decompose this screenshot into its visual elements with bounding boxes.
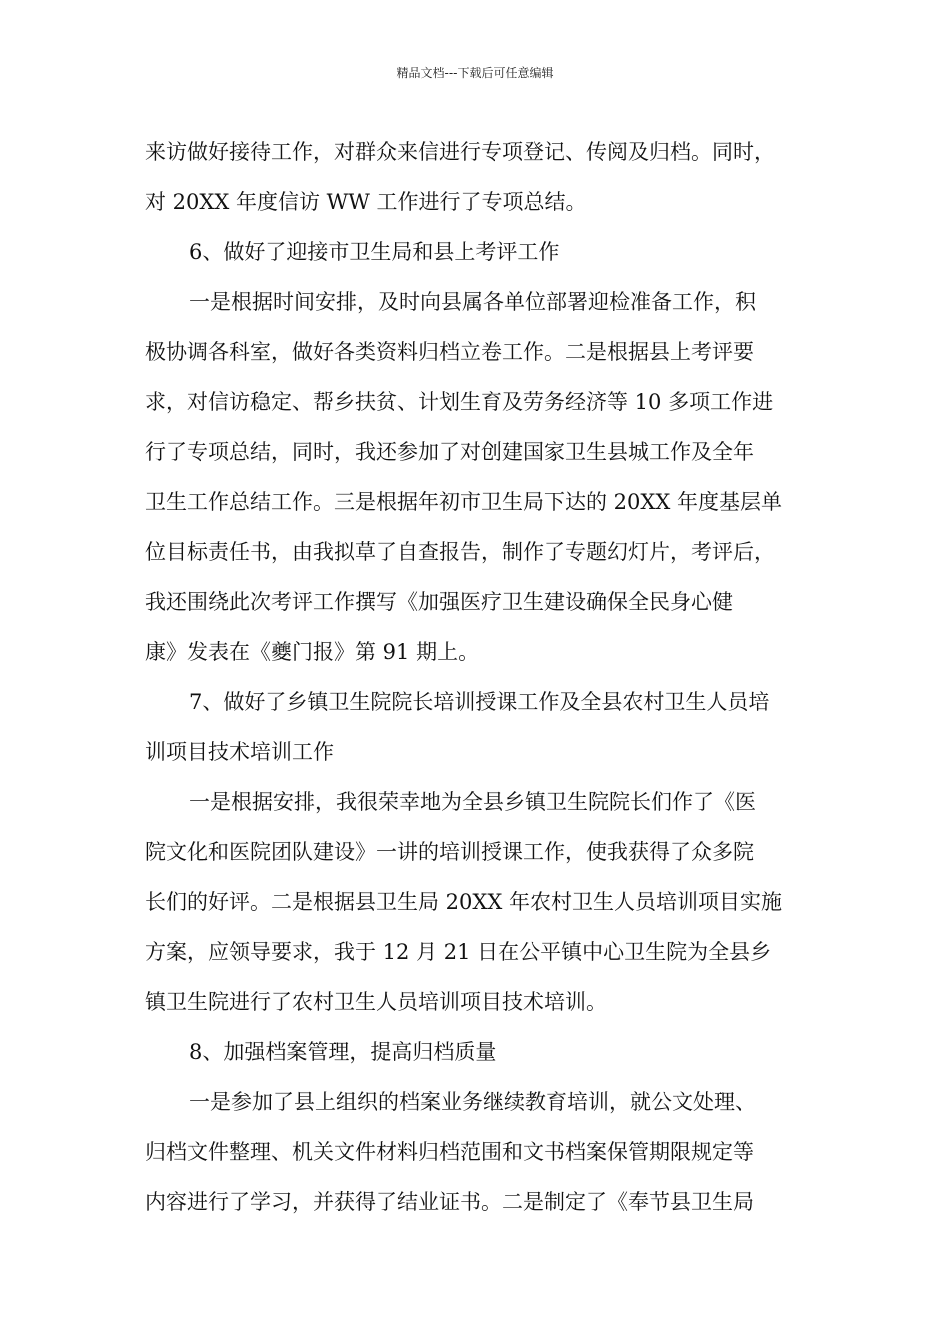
text-line: 位目标责任书，由我拟草了自查报告，制作了专题幻灯片，考评后， [145,540,775,564]
text-line: 康》发表在《夔门报》第 91 期上。 [145,640,480,664]
text-line: 长们的好评。二是根据县卫生局 20XX 年农村卫生人员培训项目实施 [145,890,782,914]
text-line: 我还围绕此次考评工作撰写《加强医疗卫生建设确保全民身心健 [145,590,733,614]
section-heading: 8、加强档案管理，提高归档质量 [189,1040,497,1064]
section-heading: 6、做好了迎接市卫生局和县上考评工作 [189,240,560,264]
text-line: 来访做好接待工作，对群众来信进行专项登记、传阅及归档。同时， [145,140,775,164]
text-line: 对 20XX 年度信访 WW 工作进行了专项总结。 [145,190,587,214]
document-body [145,127,820,1227]
text-line: 卫生工作总结工作。三是根据年初市卫生局下达的 20XX 年度基层单 [145,490,782,514]
text-line: 方案，应领导要求，我于 12 月 21 日在公平镇中心卫生院为全县乡 [145,940,772,964]
text-line: 一是根据时间安排，及时向县属各单位部署迎检准备工作，积 [189,290,756,314]
text-line: 院文化和医院团队建设》一讲的培训授课工作，使我获得了众多院 [145,840,754,864]
text-line: 一是参加了县上组织的档案业务继续教育培训，就公文处理、 [189,1090,756,1114]
text-line: 行了专项总结，同时，我还参加了对创建国家卫生县城工作及全年 [145,440,754,464]
page-header: 精品文档---下载后可任意编辑 [396,66,554,80]
text-line: 极协调各科室，做好各类资料归档立卷工作。二是根据县上考评要 [145,340,754,364]
text-line: 归档文件整理、机关文件材料归档范围和文书档案保管期限规定等 [145,1140,754,1164]
section-heading: 7、做好了乡镇卫生院院长培训授课工作及全县农村卫生人员培 [189,690,770,714]
text-line: 求，对信访稳定、帮乡扶贫、计划生育及劳务经济等 10 多项工作进 [145,390,774,414]
text-line: 一是根据安排，我很荣幸地为全县乡镇卫生院院长们作了《医 [189,790,756,814]
text-line: 内容进行了学习，并获得了结业证书。二是制定了《奉节县卫生局 [145,1190,754,1214]
section-heading-continued: 训项目技术培训工作 [145,740,334,764]
text-line: 镇卫生院进行了农村卫生人员培训项目技术培训。 [145,990,607,1014]
